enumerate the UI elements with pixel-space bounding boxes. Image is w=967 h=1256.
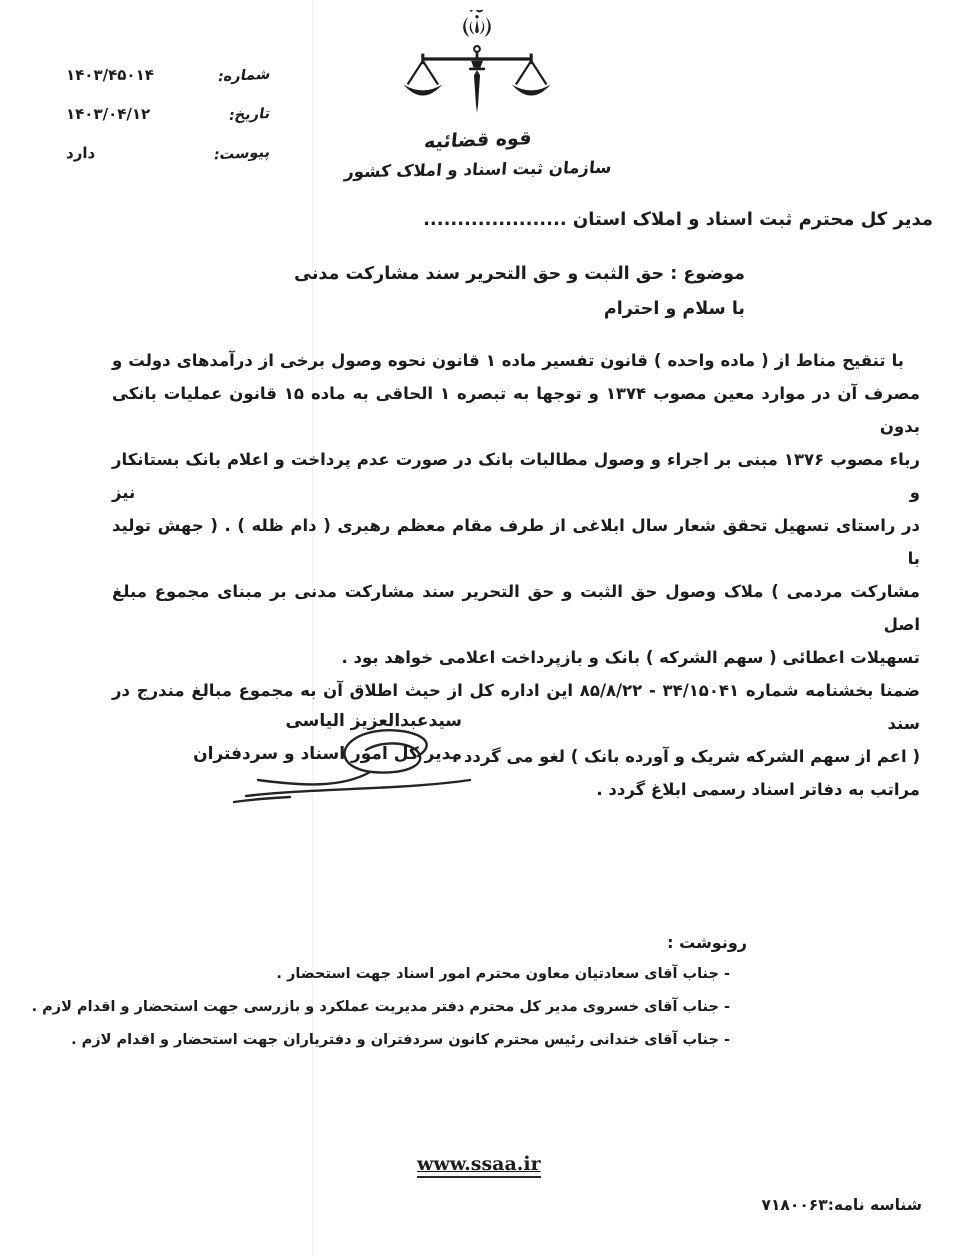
attachment-label: پیوست:: [212, 144, 272, 164]
salutation-line: با سلام و احترام: [603, 299, 745, 319]
signatory-title: مدیر کل امور اسناد و سردفتران: [193, 744, 462, 764]
body-line: در راستای تسهیل تحقق شعار سال ابلاغی از طرف مقام معظم رهبری ( دام ظله ) . ( جهش تولید با: [112, 516, 920, 568]
body-line: با تنقیح مناط از ( ماده واحده ) قانون تفسیر ماده ۱ قانون نحوه وصول برخی از درآمدهای دولت و: [112, 351, 904, 370]
letter-attachment-row: [66, 144, 270, 162]
number-value: ۱۴۰۳/۴۵۰۱۴: [66, 66, 154, 84]
judiciary-scales-emblem-icon: [392, 10, 562, 137]
letter-date-row: [66, 105, 270, 123]
letter-number-row: [66, 66, 270, 84]
org-name-registration-organization: سازمان ثبت اسناد و املاک کشور: [343, 157, 613, 182]
addressee-line: مدیر کل محترم ثبت اسناد و املاک استان .....................: [423, 209, 933, 230]
cc-item: - جناب آقای خندانی رئیس محترم کانون سردفتران و دفتریاران جهت استحضار و اقدام لازم .: [71, 1032, 730, 1048]
handwritten-signature-icon: [232, 726, 482, 810]
letter-id-value: ۷۱۸۰۰۶۳: [761, 1196, 828, 1214]
body-line: مراتب به دفاتر اسناد رسمی ابلاغ گردد .: [596, 780, 920, 799]
body-line: ضمنا بخشنامه شماره ۳۴/۱۵۰۴۱ - ۸۵/۸/۲۲ این اداره کل از حیث اطلاق آن به مجموع مبالغ مندرج در سند: [112, 681, 920, 733]
letter-id-label: شناسه نامه:: [827, 1196, 922, 1214]
cc-items: [32, 958, 747, 1057]
number-label: شماره:: [216, 66, 272, 86]
body-line: رباء مصوب ۱۳۷۶ مبنی بر اجراء و وصول مطالبات بانک در صورت عدم پرداخت و اعلام بانک بستانکار و نیز: [112, 450, 920, 502]
attachment-value: دارد: [66, 144, 96, 162]
org-name-judiciary: قوه قضائیه: [423, 127, 533, 153]
body-line: ( اعم از سهم الشرکه شریک و آورده بانک ) لغو می گردد .: [451, 747, 920, 766]
letter-meta-block: [66, 66, 270, 183]
website-link[interactable]: www.ssaa.ir: [417, 1153, 541, 1178]
cc-item: - جناب آقای خسروی مدیر کل محترم دفتر مدیریت عملکرد و بازرسی جهت استحضار و اقدام لازم .: [31, 999, 730, 1015]
date-value: ۱۴۰۳/۰۴/۱۲: [66, 105, 151, 123]
cc-title: رونوشت :: [667, 933, 747, 952]
subject-line: موضوع : حق الثبت و حق التحریر سند مشارکت مدنی: [294, 264, 745, 284]
body-line: مشارکت مردمی ) ملاک وصول حق الثبت و حق التحریر سند مشارکت مدنی بر مبنای مجموع مبلغ اصل: [112, 582, 920, 634]
cc-block: [32, 928, 747, 1057]
cc-item: - جناب آقای سعادتیان معاون محترم امور اسناد جهت استحضار .: [276, 966, 730, 982]
body-line: مصرف آن در موارد معین مصوب ۱۳۷۴ و توجها به تبصره ۱ الحاقی به ماده ۱۵ قانون عملیات بانکی بدون: [112, 384, 920, 436]
body-line: تسهیلات اعطائی ( سهم الشرکه ) بانک و بازپرداخت اعلامی خواهد بود .: [341, 648, 920, 667]
date-label: تاریخ:: [227, 105, 272, 125]
letter-id: [762, 1196, 923, 1214]
signatory-name: سیدعبدالعزیز الیاسی: [285, 711, 462, 731]
